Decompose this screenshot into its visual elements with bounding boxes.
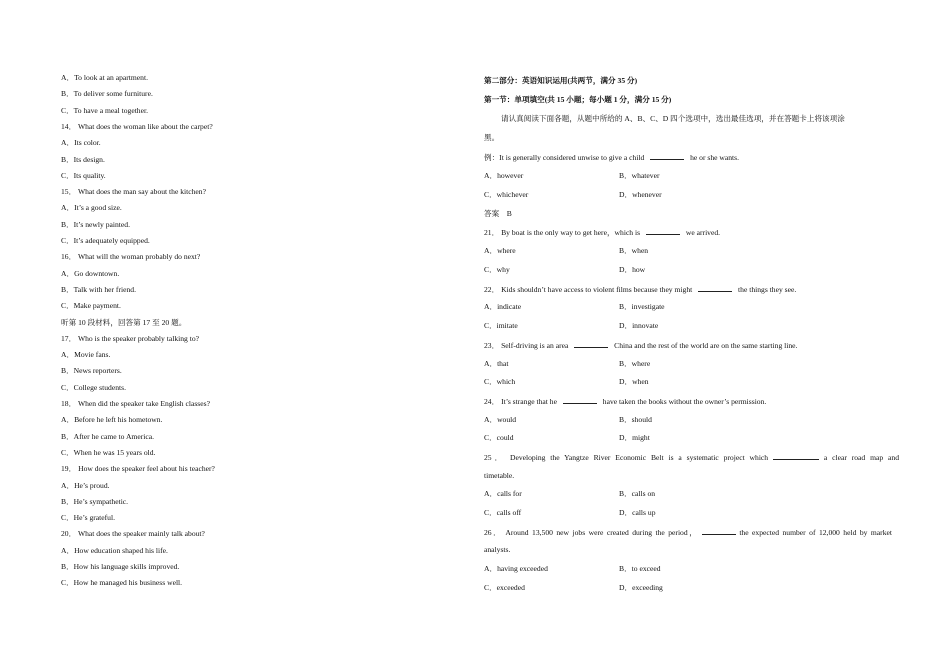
q26-option-d: D．exceeding xyxy=(619,583,663,592)
left-line: A．To look at an apartment. xyxy=(61,73,148,82)
question-22 xyxy=(484,284,796,294)
q25-option-a: A．calls for xyxy=(484,489,522,498)
left-line: B．He’s sympathetic. xyxy=(61,496,129,506)
question-23-stem-b: China and the rest of the world are on the same starting line. xyxy=(614,341,798,350)
left-line: B．It’s newly painted. xyxy=(61,219,130,229)
q22-option-b: B．investigate xyxy=(619,302,665,311)
left-line: A．Movie fans. xyxy=(61,350,111,360)
left-line: A．How education shaped his life. xyxy=(61,545,168,555)
part-title: 第二部分：英语知识运用(共两节，满分 35 分) xyxy=(484,76,638,85)
question-21-stem-b: we arrived. xyxy=(685,228,721,237)
q24-option-d: D．might xyxy=(619,433,650,442)
q25-option-c: C．calls off xyxy=(484,508,522,517)
left-line: 19． How does the speaker feel about his teacher? xyxy=(61,464,215,474)
question-26-stem-a: 26． Around 13,500 new jobs were created during the period， xyxy=(484,528,699,537)
instruction-line-1: 请认真阅读下面各题，从题中所给的 A、B、C、D 四个选项中，选出最佳选项，并在答题卡上将该项涂 xyxy=(501,114,845,123)
left-line: C．It’s adequately equipped. xyxy=(61,236,150,245)
answer-blank xyxy=(650,152,684,160)
q24-option-a: A．would xyxy=(484,415,517,424)
left-line: C．Make payment. xyxy=(61,301,121,311)
example-stem-a: 例：It is generally considered unwise to give a child xyxy=(484,153,645,162)
question-26-line-2: analysts. xyxy=(484,545,511,554)
q26-option-c: C．exceeded xyxy=(484,583,525,592)
left-line: 20． What does the speaker mainly talk about? xyxy=(61,529,205,539)
left-line: C．Its quality. xyxy=(61,170,106,180)
left-line: B．How his language skills improved. xyxy=(61,562,180,571)
q24-option-b: B．should xyxy=(619,415,652,424)
section-title: 第一节：单项填空(共 15 小题；每小题 1 分，满分 15 分) xyxy=(484,95,672,104)
answer-blank xyxy=(773,452,819,460)
left-line: A．Its color. xyxy=(61,138,101,148)
question-25-stem-a: 25． Developing the Yangtze River Economic Belt is a systematic project which xyxy=(484,453,769,462)
question-21 xyxy=(484,227,720,237)
left-line: A．Go downtown. xyxy=(61,268,120,278)
answer-blank xyxy=(563,396,597,404)
left-line: B．Its design. xyxy=(61,154,105,164)
left-line: 听第 10 段材料，回答第 17 至 20 题。 xyxy=(61,317,187,327)
question-21-stem-a: 21． By boat is the only way to get here，which is xyxy=(484,228,641,237)
question-26-line-1 xyxy=(484,527,892,537)
left-line: B．After he came to America. xyxy=(61,431,154,441)
question-23 xyxy=(484,340,797,350)
left-line: A．It’s a good size. xyxy=(61,203,122,213)
example-option-b: B．whatever xyxy=(619,171,660,180)
q26-option-a: A．having exceeded xyxy=(484,564,548,573)
q23-option-d: D．when xyxy=(619,377,649,386)
question-24-stem-b: have taken the books without the owner’s permission. xyxy=(602,397,767,406)
left-line: 18． When did the speaker take English classes? xyxy=(61,399,210,408)
q23-option-a: A．that xyxy=(484,359,509,368)
left-line: C．To have a meal together. xyxy=(61,105,148,115)
q23-option-b: B．where xyxy=(619,359,651,368)
left-line: C．He’s grateful. xyxy=(61,513,115,523)
q23-option-c: C．which xyxy=(484,377,516,386)
left-line: A．He’s proud. xyxy=(61,480,110,490)
question-26-stem-b: the expected number of 12,000 held by market xyxy=(739,528,892,537)
q22-option-d: D．innovate xyxy=(619,321,659,330)
q25-option-b: B．calls on xyxy=(619,489,656,498)
q21-option-b: B．when xyxy=(619,246,649,255)
answer-blank xyxy=(646,227,680,235)
left-line: B．News reporters. xyxy=(61,366,122,376)
example-stem-b: he or she wants. xyxy=(690,153,740,162)
q25-option-d: D．calls up xyxy=(619,508,656,517)
question-22-stem-b: the things they see. xyxy=(738,285,797,294)
answer-blank xyxy=(702,527,736,535)
q24-option-c: C．could xyxy=(484,433,514,442)
left-line: 14． What does the woman like about the carpet? xyxy=(61,121,213,131)
question-25-line-2: timetable. xyxy=(484,471,515,480)
left-line: B．Talk with her friend. xyxy=(61,284,136,294)
example-answer: 答案 B xyxy=(484,209,512,218)
question-24-stem-a: 24． It’s strange that he xyxy=(484,397,557,406)
q22-option-c: C．imitate xyxy=(484,321,518,330)
example-option-a: A．however xyxy=(484,171,524,180)
left-line: 17． Who is the speaker probably talking to? xyxy=(61,333,199,343)
example-option-d: D．whenever xyxy=(619,190,662,199)
q26-option-b: B．to exceed xyxy=(619,564,661,573)
question-25-line-1 xyxy=(484,452,899,462)
left-line: B．To deliver some furniture. xyxy=(61,89,153,99)
q22-option-a: A．indicate xyxy=(484,302,522,311)
q21-option-a: A．where xyxy=(484,246,516,255)
left-line: A．Before he left his hometown. xyxy=(61,415,163,425)
question-23-stem-a: 23． Self-driving is an area xyxy=(484,341,569,350)
left-line: C．College students. xyxy=(61,382,126,392)
left-line: 16． What will the woman probably do next? xyxy=(61,252,201,262)
question-24 xyxy=(484,396,766,406)
answer-blank xyxy=(698,284,732,292)
left-line: C．When he was 15 years old. xyxy=(61,447,156,457)
left-line: C．How he managed his business well. xyxy=(61,578,183,588)
example-option-c: C．whichever xyxy=(484,190,529,199)
answer-blank xyxy=(574,340,608,348)
q21-option-d: D．how xyxy=(619,265,646,274)
q21-option-c: C．why xyxy=(484,265,510,274)
left-line: 15． What does the man say about the kitchen? xyxy=(61,187,206,197)
question-25-stem-b: a clear road map and xyxy=(823,453,899,462)
question-22-stem-a: 22． Kids shouldn’t have access to violent films because they might xyxy=(484,285,693,294)
instruction-line-2: 黑。 xyxy=(484,133,500,142)
example-stem xyxy=(484,152,739,162)
